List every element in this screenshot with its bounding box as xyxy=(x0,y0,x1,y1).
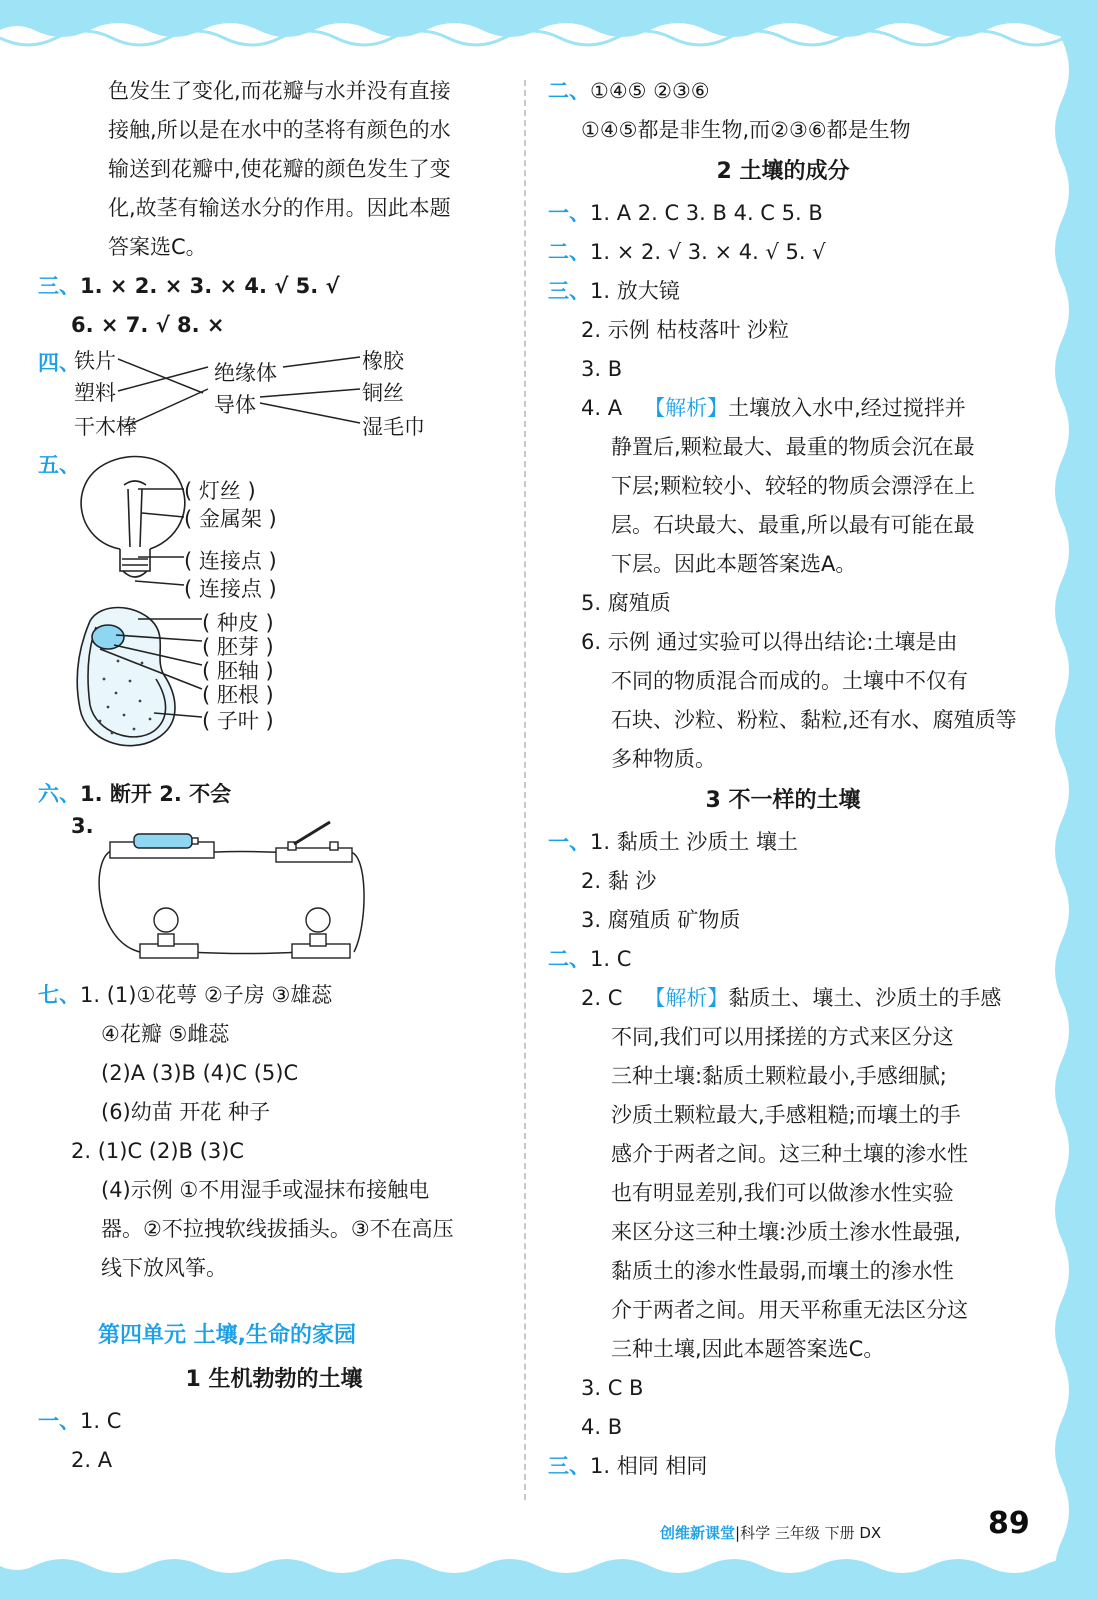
answer-text: 4. B xyxy=(581,1415,623,1439)
answer-text: 1. 放大镜 xyxy=(590,279,680,303)
left-column xyxy=(38,72,510,1480)
seed-label: ( 子叶 ) xyxy=(202,709,274,733)
answer-text: 6. 示例 通过实验可以得出结论:土壤是由 xyxy=(581,630,958,654)
bulb-icon xyxy=(140,908,350,958)
answer-text: 三种土壤:黏质土颗粒最小,手感细腻; xyxy=(611,1064,947,1088)
text-line: 输送到花瓣中,使花瓣的颜色发生了变 xyxy=(108,157,451,181)
answer-text: 下层。因此本题答案选A。 xyxy=(611,552,857,576)
answer-text: 2. 黏 沙 xyxy=(581,869,657,893)
lesson1-answers xyxy=(38,1402,510,1441)
answer-text: 2. (1)C (2)B (3)C xyxy=(71,1139,245,1163)
match-left-item: 塑料 xyxy=(74,381,116,405)
answer-text: 1. A 2. C 3. B 4. C 5. B xyxy=(590,201,823,225)
text-line: 答案选C。 xyxy=(108,235,207,259)
matching-figure xyxy=(38,345,510,449)
answer-text: 沙质土颗粒最大,手感粗糙;而壤土的手 xyxy=(611,1103,961,1127)
section-tag: 三、 xyxy=(548,279,590,303)
match-mid-item: 导体 xyxy=(214,393,256,417)
answer-text: 线下放风筝。 xyxy=(101,1256,227,1280)
section-tag: 一、 xyxy=(548,830,590,854)
match-mid-item: 绝缘体 xyxy=(214,361,277,385)
section-tag: 一、 xyxy=(38,1409,80,1433)
answer-row xyxy=(548,272,1018,311)
answer-text: 1. C xyxy=(80,1409,122,1433)
text-line: 色发生了变化,而花瓣与水并没有直接 xyxy=(108,79,451,103)
answer-text: ①④⑤ ②③⑥ xyxy=(590,79,710,103)
right-column xyxy=(548,72,1018,1486)
answer-text: 不同,我们可以用揉搓的方式来区分这 xyxy=(611,1025,954,1049)
text-line: 化,故茎有输送水分的作用。因此本题 xyxy=(108,196,451,220)
item-number: 3. xyxy=(71,814,94,838)
battery-icon xyxy=(110,834,214,858)
answer-text: 3. B xyxy=(581,357,623,381)
answer-text: 静置后,颗粒最大、最重的物质会沉在最 xyxy=(611,435,975,459)
answer-text: 三种土壤,因此本题答案选C。 xyxy=(611,1337,885,1361)
column-divider xyxy=(524,80,526,1500)
lesson-title: 3 不一样的土壤 xyxy=(705,788,861,813)
bulb-label-filament: ( 灯丝 ) xyxy=(184,479,256,503)
section-3-answers xyxy=(38,267,510,306)
answer-text: 1. 相同 相同 xyxy=(590,1454,708,1478)
match-right-item: 铜丝 xyxy=(362,381,404,405)
lesson-title: 1 生机勃勃的土壤 xyxy=(185,1367,363,1392)
answer-text: 石块、沙粒、粉粒、黏粒,还有水、腐殖质等 xyxy=(611,708,1017,732)
match-left-item: 干木棒 xyxy=(74,415,137,439)
section-tag: 四、 xyxy=(38,351,80,375)
answer-row xyxy=(548,823,1018,862)
answer-text: 1. 断开 2. 不会 xyxy=(80,782,232,806)
answer-text: 来区分这三种土壤:沙质土渗水性最强, xyxy=(611,1220,961,1244)
answer-row xyxy=(548,233,1018,272)
text-line: 接触,所以是在水中的茎将有颜色的水 xyxy=(108,118,451,142)
bulb-label-frame: ( 金属架 ) xyxy=(184,507,277,531)
answer-text: 5. 腐殖质 xyxy=(581,591,671,615)
seed-label: ( 胚根 ) xyxy=(202,683,274,707)
answer-text: 下层;颗粒较小、较轻的物质会漂浮在上 xyxy=(611,474,976,498)
answer-row xyxy=(548,979,1018,1018)
answer-text: 1. (1)①花萼 ②子房 ③雄蕊 xyxy=(80,983,333,1007)
book-info: |科学 三年级 下册 DX xyxy=(735,1524,882,1542)
page-number: 89 xyxy=(988,1506,1030,1541)
answer-text: (6)幼苗 开花 种子 xyxy=(101,1100,271,1124)
answer-text: 1. × 2. √ 3. × 4. √ 5. √ xyxy=(590,240,826,264)
answer-text: 2. C xyxy=(581,986,623,1010)
seed-label: ( 胚芽 ) xyxy=(202,635,274,659)
answer-text: (4)示例 ①不用湿手或湿抹布接触电 xyxy=(101,1178,430,1202)
answer-text: 介于两者之间。用天平称重无法区分这 xyxy=(611,1298,968,1322)
unit-title: 第四单元 土壤,生命的家园 xyxy=(98,1323,357,1348)
circuit-figure xyxy=(38,814,510,976)
analysis-tag: 【解析】 xyxy=(644,986,729,1010)
section-7-answers xyxy=(38,976,510,1015)
section-tag: 二、 xyxy=(548,79,590,103)
section-tag: 二、 xyxy=(548,240,590,264)
answer-row xyxy=(548,389,1018,428)
bulb-seed-figure xyxy=(38,449,510,775)
section-6-answers xyxy=(38,775,510,814)
circuit-drawing xyxy=(38,814,510,976)
bulb-label-contact: ( 连接点 ) xyxy=(184,577,277,601)
answer-row xyxy=(548,194,1018,233)
section-tag: 一、 xyxy=(548,201,590,225)
answer-text: 1. 黏质土 沙质土 壤土 xyxy=(590,830,799,854)
answer-text: (2)A (3)B (4)C (5)C xyxy=(101,1061,299,1085)
bulb-and-seed-drawing xyxy=(38,449,510,775)
answer-row xyxy=(548,72,1018,111)
section-tag: 六、 xyxy=(38,782,80,806)
answer-text: ④花瓣 ⑤雌蕊 xyxy=(101,1022,230,1046)
answer-text: 1. × 2. × 3. × 4. √ 5. √ xyxy=(80,274,340,298)
brand-name: 创维新课堂 xyxy=(660,1524,736,1542)
answer-text: 感介于两者之间。这三种土壤的渗水性 xyxy=(611,1142,968,1166)
answer-text: 多种物质。 xyxy=(611,747,716,771)
page-footer xyxy=(660,1522,881,1543)
seed-label: ( 胚轴 ) xyxy=(202,659,274,683)
seed-label: ( 种皮 ) xyxy=(202,611,274,635)
answer-text: 3. C B xyxy=(581,1376,644,1400)
answer-text: 6. × 7. √ 8. × xyxy=(71,313,225,337)
answer-text: 1. C xyxy=(590,947,632,971)
answer-text: 2. A xyxy=(71,1448,113,1472)
answer-text: 器。②不拉拽软线拔插头。③不在高压 xyxy=(101,1217,454,1241)
answer-text: 4. A xyxy=(581,396,623,420)
section-tag: 七、 xyxy=(38,983,80,1007)
lesson-title: 2 土壤的成分 xyxy=(716,159,850,184)
answer-text: 3. 腐殖质 矿物质 xyxy=(581,908,741,932)
answer-text: 土壤放入水中,经过搅拌并 xyxy=(728,396,966,420)
answer-text: 不同的物质混合而成的。土壤中不仅有 xyxy=(611,669,968,693)
switch-icon xyxy=(276,822,352,862)
section-tag: 五、 xyxy=(38,453,80,477)
section-tag: 三、 xyxy=(548,1454,590,1478)
answer-text: ①④⑤都是非生物,而②③⑥都是生物 xyxy=(581,118,911,142)
match-left-item: 铁片 xyxy=(74,349,116,373)
bulb-label-contact: ( 连接点 ) xyxy=(184,549,277,573)
section-tag: 二、 xyxy=(548,947,590,971)
seed-drawing xyxy=(77,608,202,746)
answer-text: 黏质土的渗水性最弱,而壤土的渗水性 xyxy=(611,1259,954,1283)
analysis-tag: 【解析】 xyxy=(644,396,729,420)
answer-row xyxy=(548,940,1018,979)
section-tag: 三、 xyxy=(38,274,80,298)
answer-text: 也有明显差别,我们可以做渗水性实验 xyxy=(611,1181,954,1205)
answer-text: 黏质土、壤土、沙质土的手感 xyxy=(728,986,1002,1010)
answer-text: 2. 示例 枯枝落叶 沙粒 xyxy=(581,318,790,342)
answer-text: 层。石块最大、最重,所以最有可能在最 xyxy=(611,513,975,537)
match-right-item: 橡胶 xyxy=(362,349,404,373)
answer-row xyxy=(548,1447,1018,1486)
match-right-item: 湿毛巾 xyxy=(362,415,425,439)
